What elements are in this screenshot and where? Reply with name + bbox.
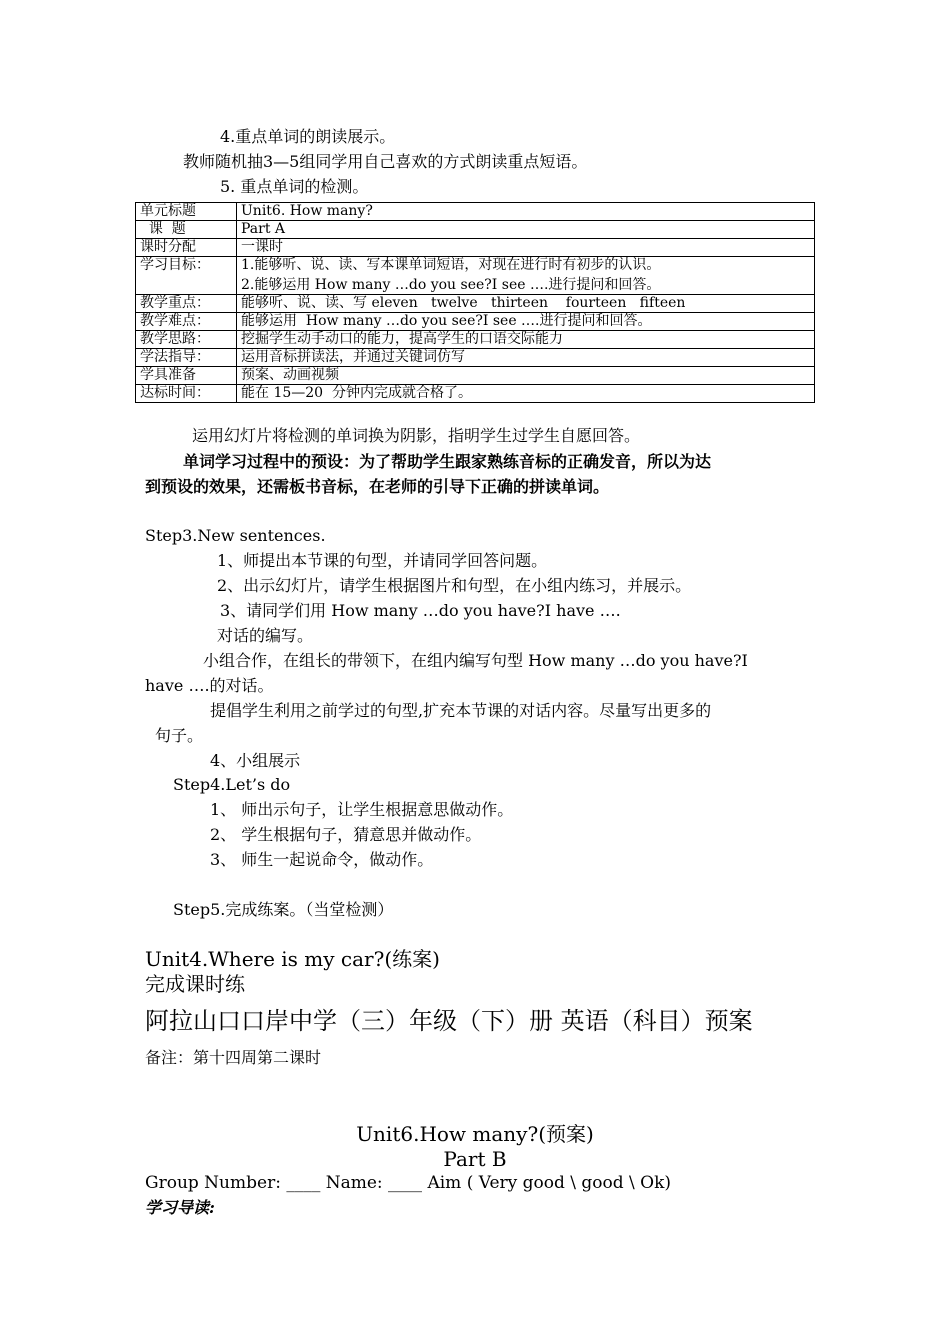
row-label: 课时分配 <box>136 239 237 257</box>
step3-item-4: 4、小组展示 <box>210 751 301 770</box>
row-label: 学具准备 <box>136 367 237 385</box>
preset-line-1: 单词学习过程中的预设：为了帮助学生跟家熟练音标的正确发音，所以为达 <box>183 452 712 471</box>
intro-line-2: 教师随机抽3—5组同学用自己喜欢的方式朗读重点短语。 <box>183 152 588 171</box>
table-row <box>136 257 815 295</box>
note-line: 备注：第十四周第二课时 <box>145 1048 322 1067</box>
unit4-title: Unit4.Where is my car?(练案) <box>145 947 440 971</box>
step3-extend-1: 提倡学生利用之前学过的句型,扩充本节课的对话内容。尽量写出更多的 <box>210 701 712 720</box>
row-value: 能在 15—20 分钟内完成就合格了。 <box>237 385 815 403</box>
row-value: 一课时 <box>237 239 815 257</box>
table-row <box>136 331 815 349</box>
guide-heading: 学习导读: <box>145 1198 215 1217</box>
table-row <box>136 349 815 367</box>
school-title: 阿拉山口口岸中学（三）年级（下）册 英语（科目）预案 <box>145 1007 753 1035</box>
intro-line-1: 4.重点单词的朗读展示。 <box>220 127 396 146</box>
table-row <box>136 239 815 257</box>
row-value: Part A <box>237 221 815 239</box>
table-row <box>136 221 815 239</box>
partb-title: Part B <box>443 1147 507 1171</box>
table-row <box>136 367 815 385</box>
intro-line-3: 5. 重点单词的检测。 <box>220 177 369 196</box>
step4-item-1: 1、 师出示句子，让学生根据意思做动作。 <box>210 800 514 819</box>
step4-heading: Step4.Let’s do <box>173 775 291 794</box>
step3-item-1: 1、师提出本节课的句型，并请同学回答问题。 <box>217 551 548 570</box>
step5-heading: Step5.完成练案。（当堂检测） <box>173 900 394 919</box>
row-label: 达标时间： <box>136 385 237 403</box>
lesson-info-table <box>135 202 815 403</box>
para-shadow: 运用幻灯片将检测的单词换为阴影，指明学生过学生自愿回答。 <box>192 426 641 445</box>
unit6-title: Unit6.How many?(预案) <box>356 1122 594 1146</box>
step3-extend-2: 句子。 <box>155 726 204 745</box>
row-label: 学法指导： <box>136 349 237 367</box>
row-label: 单元标题 <box>136 203 237 221</box>
step3-group-1: 小组合作，在组长的带领下，在组内编写句型 How many …do you have?I <box>203 651 748 670</box>
step3-dialogue: 对话的编写。 <box>217 626 314 645</box>
step3-item-3: 3、请同学们用 How many …do you have?I have …. <box>220 601 621 620</box>
row-value-line-1: 1.能够听、说、读、写本课单词短语，对现在进行时有初步的认识。 <box>241 257 661 273</box>
row-label: 课 题 <box>136 221 237 239</box>
row-value: 挖掘学生动手动口的能力，提高学生的口语交际能力 <box>237 331 815 349</box>
row-value: 能够运用 How many …do you see?I see ….进行提问和回答。 <box>237 313 815 331</box>
step3-heading: Step3.New sentences. <box>145 526 326 545</box>
preset-line-2: 到预设的效果，还需板书音标，在老师的引导下正确的拼读单词。 <box>145 477 610 496</box>
row-label: 教学思路： <box>136 331 237 349</box>
row-value-line-2: 2.能够运用 How many …do you see?I see ….进行提问和回答。 <box>241 277 661 293</box>
table-row <box>136 313 815 331</box>
row-label: 教学难点： <box>136 313 237 331</box>
row-label: 教学重点： <box>136 295 237 313</box>
table-row <box>136 385 815 403</box>
table-row <box>136 203 815 221</box>
step4-item-2: 2、 学生根据句子，猜意思并做动作。 <box>210 825 482 844</box>
row-value: 运用音标拼读法，并通过关键词仿写 <box>237 349 815 367</box>
row-value: 能够听、说、读、写 eleven twelve thirteen fourteen fifteen <box>237 295 815 313</box>
row-value: Unit6. How many? <box>237 203 815 221</box>
step3-group-2: have ….的对话。 <box>145 676 274 695</box>
complete-title: 完成课时练 <box>145 972 245 996</box>
group-line: Group Number: ____ Name: ____ Aim ( Very good \ good \ Ok) <box>145 1173 672 1193</box>
table-row <box>136 295 815 313</box>
step4-item-3: 3、 师生一起说命令，做动作。 <box>210 850 434 869</box>
step3-item-2: 2、出示幻灯片，请学生根据图片和句型，在小组内练习，并展示。 <box>217 576 692 595</box>
row-label: 学习目标： <box>136 257 237 295</box>
row-value: 预案、动画视频 <box>237 367 815 385</box>
row-value <box>237 257 815 295</box>
